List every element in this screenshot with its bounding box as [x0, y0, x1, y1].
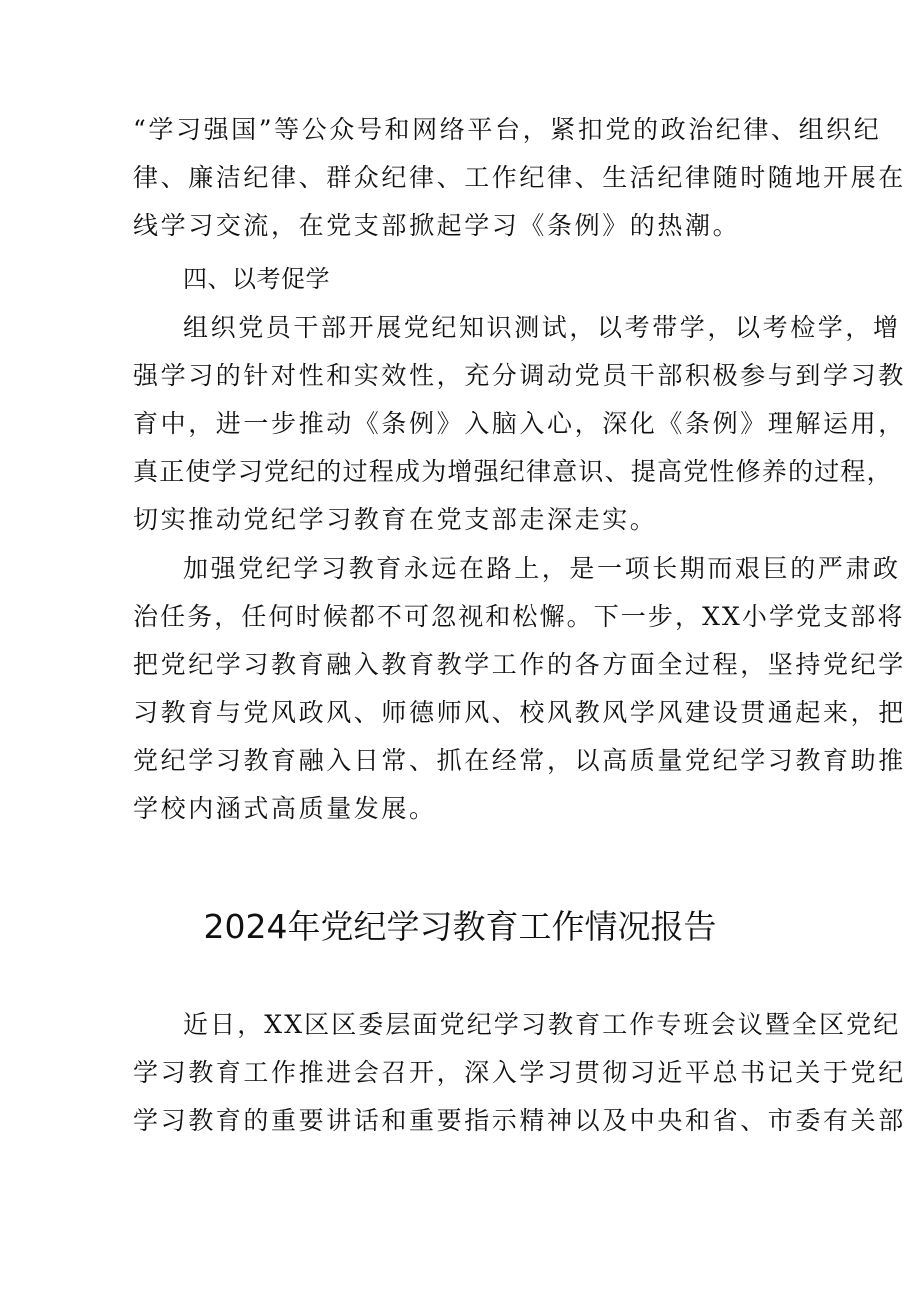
paragraph-line: 加强党纪学习教育永远在路上，是一项长期而艰巨的严肃政: [183, 554, 901, 583]
paragraph-line: “学习强国”等公众号和网络平台，紧扣党的政治纪律、组织纪: [133, 115, 882, 144]
paragraph-exam-promote-learning: [133, 304, 906, 544]
section-heading-exam: [133, 255, 795, 303]
paragraph-line: 切实推动党纪学习教育在党支部走深走实。: [133, 505, 658, 534]
paragraph-line: 把党纪学习教育融入教育教学工作的各方面全过程，坚持党纪学: [133, 650, 906, 679]
paragraph-platform-learning: [133, 106, 906, 250]
paragraph-line: 真正使学习党纪的过程成为增强纪律意识、提高党性修养的过程，: [133, 457, 893, 486]
paragraph-closing: [133, 545, 906, 833]
paragraph-line: 近日，XX区区委层面党纪学习教育工作专班会议暨全区党纪: [183, 1010, 901, 1039]
paragraph-line: 学习教育工作推进会召开，深入学习贯彻习近平总书记关于党纪: [133, 1058, 906, 1087]
paragraph-report-intro: [133, 1001, 906, 1145]
paragraph-line: 线学习交流，在党支部掀起学习《条例》的热潮。: [133, 211, 741, 240]
paragraph-line: 习教育与党风政风、师德师风、校风教风学风建设贯通起来，把: [133, 698, 906, 727]
paragraph-line: 强学习的针对性和实效性，充分调动党员干部积极参与到学习教: [133, 361, 906, 390]
paragraph-line: 组织党员干部开展党纪知识测试，以考带学，以考检学，增: [183, 313, 901, 342]
section-heading: 四、以考促学: [183, 265, 330, 293]
paragraph-line: 治任务，任何时候都不可忽视和松懈。下一步，XX小学党支部将: [133, 602, 905, 631]
paragraph-line: 律、廉洁纪律、群众纪律、工作纪律、生活纪律随时随地开展在: [133, 163, 906, 192]
paragraph-line: 育中，进一步推动《条例》入脑入心，深化《条例》理解运用，: [133, 409, 906, 438]
report-title: 2024年党纪学习教育工作情况报告: [203, 907, 717, 946]
paragraph-line: 学习教育的重要讲话和重要指示精神以及中央和省、市委有关部: [133, 1106, 906, 1135]
paragraph-line: 学校内涵式高质量发展。: [133, 794, 437, 823]
paragraph-line: 党纪学习教育融入日常、抓在经常，以高质量党纪学习教育助推: [133, 746, 906, 775]
